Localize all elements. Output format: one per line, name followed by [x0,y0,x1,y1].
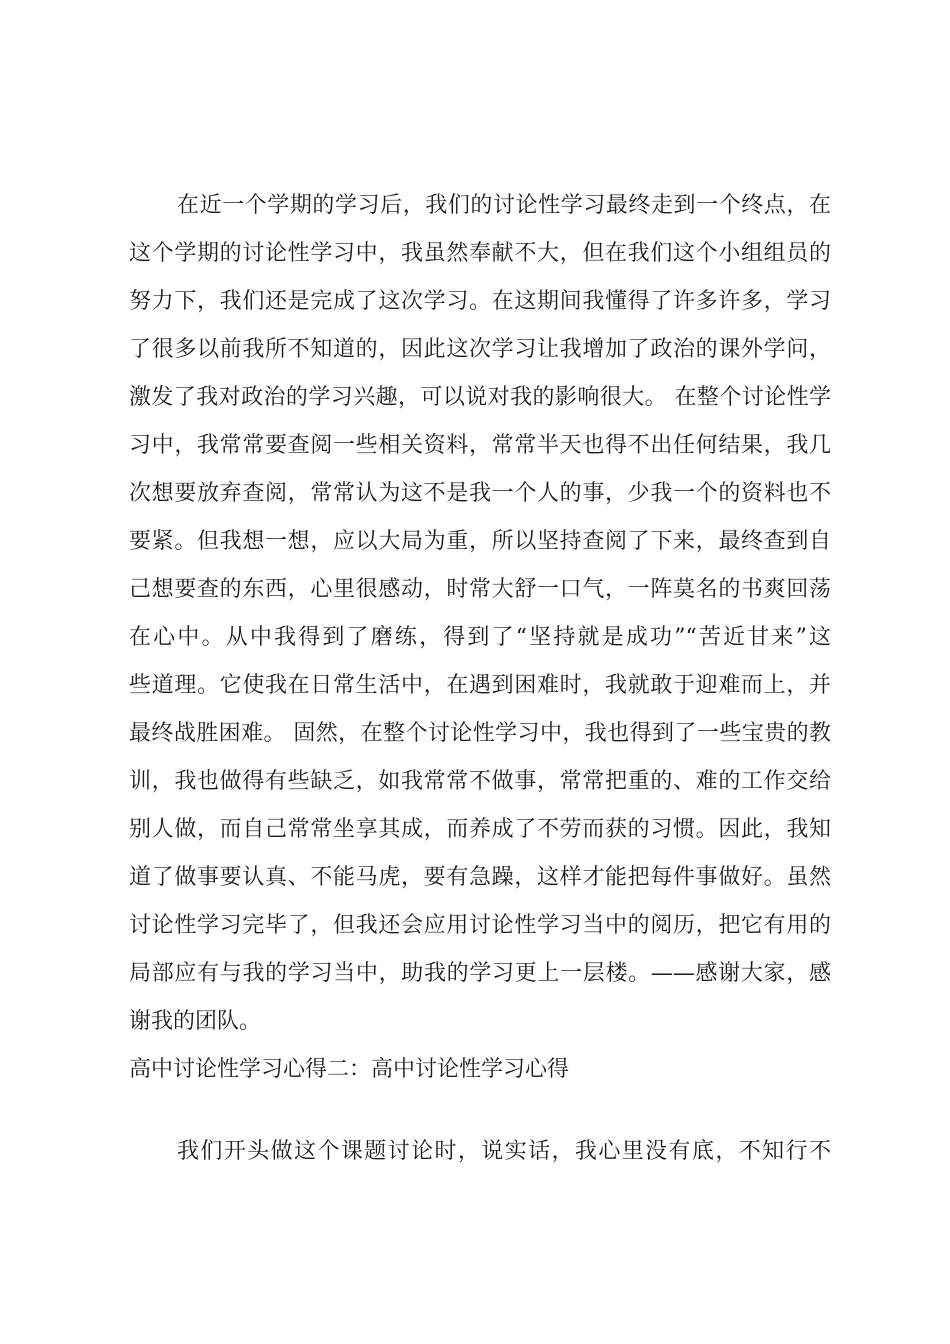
paragraph-1-line-10: 在心中。从中我得到了磨练，得到了“坚持就是成功”“苦近甘来”这 [129,625,831,650]
paragraph-1-line-8: 要紧。但我想一想，应以大局为重，所以坚持查阅了下来，最终查到自 [129,529,831,554]
paragraph-1-line-2: 这个学期的讨论性学习中，我虽然奉献不大，但在我们这个小组组员的 [129,241,831,266]
paragraph-1-line-14: 别人做，而自己常常坐享其成，而养成了不劳而获的习惯。因此，我知 [129,817,831,842]
paragraph-1-line-6: 习中，我常常要查阅一些相关资料，常常半天也得不出任何结果，我几 [129,433,831,458]
paragraph-1-line-12: 最终战胜困难。 固然，在整个讨论性学习中，我也得到了一些宝贵的教 [129,721,831,746]
paragraph-1-line-18: 谢我的团队。 [129,1009,262,1034]
paragraph-2-line-1: 我们开头做这个课题讨论时，说实话，我心里没有底，不知行不 [177,1139,831,1164]
paragraph-1-line-4: 了很多以前我所不知道的，因此这次学习让我增加了政治的课外学问， [129,337,831,362]
paragraph-1-line-7: 次想要放弃查阅，常常认为这不是我一个人的事，少我一个的资料也不 [129,481,831,506]
paragraph-1-line-1: 在近一个学期的学习后，我们的讨论性学习最终走到一个终点，在 [177,193,831,218]
paragraph-1-line-3: 努力下，我们还是完成了这次学习。在这期间我懂得了许多许多，学习 [129,289,831,314]
paragraph-1-line-15: 道了做事要认真、不能马虎，要有急躁，这样才能把每件事做好。虽然 [129,865,831,890]
paragraph-1-line-13: 训，我也做得有些缺乏，如我常常不做事，常常把重的、难的工作交给 [129,769,831,794]
paragraph-1-line-16: 讨论性学习完毕了，但我还会应用讨论性学习当中的阅历，把它有用的 [129,913,831,938]
paragraph-1-line-5: 激发了我对政治的学习兴趣，可以说对我的影响很大。 在整个讨论性学 [129,385,831,410]
paragraph-1-line-17: 局部应有与我的学习当中，助我的学习更上一层楼。——感谢大家，感 [129,961,831,986]
paragraph-1-line-11: 些道理。它使我在日常生活中，在遇到困难时，我就敢于迎难而上，并 [129,673,831,698]
section-heading: 高中讨论性学习心得二：高中讨论性学习心得 [129,1057,570,1082]
paragraph-1-line-9: 己想要查的东西，心里很感动，时常大舒一口气，一阵莫名的书爽回荡 [129,577,831,602]
